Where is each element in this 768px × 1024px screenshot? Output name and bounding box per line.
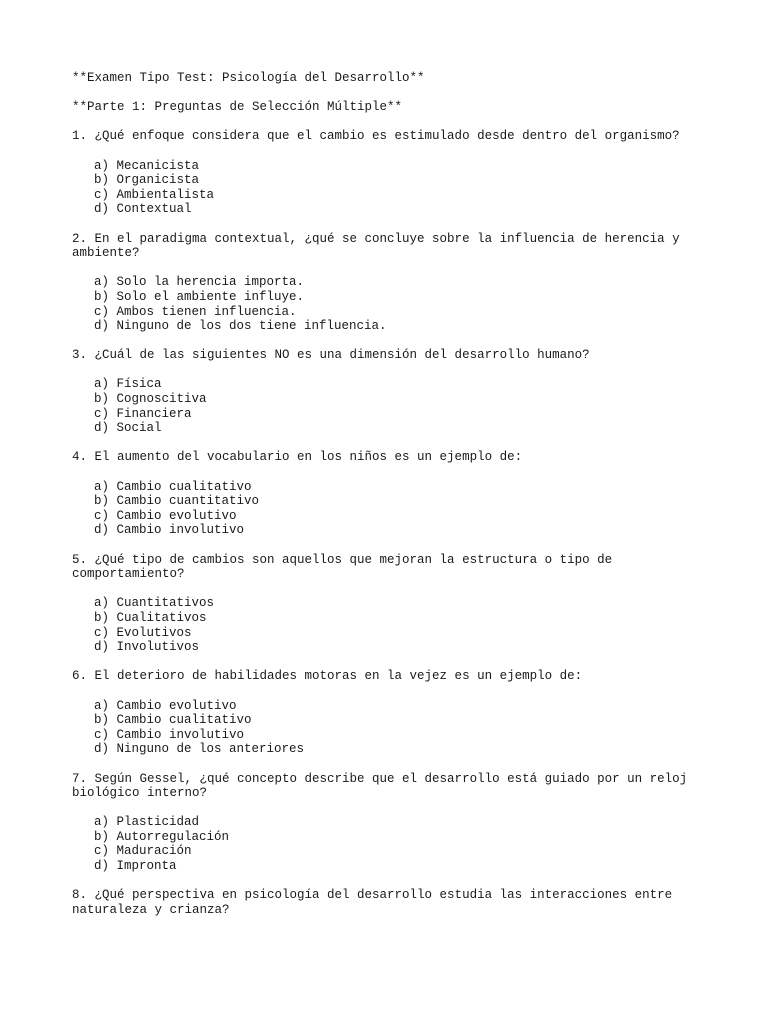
question-text: 3. ¿Cuál de las siguientes NO es una dimensión del desarrollo humano?	[72, 348, 590, 363]
option-c: c) Financiera	[94, 406, 192, 421]
option-d: d) Ninguno de los anteriores	[94, 742, 305, 757]
exam-title: **Examen Tipo Test: Psicología del Desarrollo**	[72, 71, 425, 85]
option-d: d) Impronta	[94, 859, 177, 874]
spacer	[72, 582, 712, 597]
option-b: b) Organicista	[94, 173, 200, 188]
option-a: a) Cambio cualitativo	[94, 479, 252, 494]
question-text: 1. ¿Qué enfoque considera que el cambio es estimulado desde dentro del organismo?	[72, 129, 680, 144]
option-b: b) Cualitativos	[94, 610, 207, 625]
question-6	[72, 669, 712, 771]
question-text: 4. El aumento del vocabulario en los niños es un ejemplo de:	[72, 450, 523, 465]
spacer	[72, 261, 712, 276]
option-list	[72, 275, 712, 333]
spacer	[72, 217, 712, 232]
option-b: b) Autorregulación	[94, 829, 230, 844]
option-list	[72, 699, 712, 757]
spacer	[72, 334, 712, 349]
option-d: d) Contextual	[94, 202, 192, 217]
option-list	[72, 596, 712, 654]
question-3	[72, 348, 712, 450]
spacer	[72, 115, 712, 130]
option-c: c) Ambientalista	[94, 187, 215, 202]
option-a: a) Plasticidad	[94, 815, 200, 830]
question-text: 6. El deterioro de habilidades motoras en la vejez es un ejemplo de:	[72, 669, 583, 684]
spacer	[72, 538, 712, 553]
question-text: 8. ¿Qué perspectiva en psicología del desarrollo estudia las interacciones entre naturaleza y crianza?	[72, 888, 680, 917]
question-5	[72, 553, 712, 670]
question-8	[72, 888, 712, 917]
option-a: a) Mecanicista	[94, 158, 200, 173]
option-c: c) Ambos tienen influencia.	[94, 304, 297, 319]
option-list	[72, 159, 712, 217]
option-d: d) Involutivos	[94, 640, 200, 655]
spacer	[72, 684, 712, 699]
option-b: b) Solo el ambiente influye.	[94, 289, 305, 304]
question-7	[72, 772, 712, 889]
spacer	[72, 363, 712, 378]
option-a: a) Solo la herencia importa.	[94, 275, 305, 290]
option-list	[72, 480, 712, 538]
question-text: 2. En el paradigma contextual, ¿qué se concluye sobre la influencia de herencia y ambiente?	[72, 231, 688, 261]
option-d: d) Cambio involutivo	[94, 523, 245, 538]
spacer	[72, 465, 712, 480]
question-4	[72, 450, 712, 552]
option-a: a) Física	[94, 377, 162, 392]
option-b: b) Cambio cuantitativo	[94, 494, 260, 509]
question-text: 5. ¿Qué tipo de cambios son aquellos que mejoran la estructura o tipo de comportamiento?	[72, 552, 620, 582]
spacer	[72, 144, 712, 159]
document-page	[72, 71, 712, 917]
spacer	[72, 874, 712, 889]
option-list	[72, 377, 712, 435]
spacer	[72, 86, 712, 101]
option-a: a) Cambio evolutivo	[94, 698, 237, 713]
option-d: d) Social	[94, 421, 162, 436]
option-a: a) Cuantitativos	[94, 596, 215, 611]
question-1	[72, 129, 712, 231]
section-heading: **Parte 1: Preguntas de Selección Múltiple**	[72, 100, 403, 115]
option-c: c) Maduración	[94, 844, 192, 859]
option-list	[72, 815, 712, 873]
option-c: c) Cambio involutivo	[94, 727, 245, 742]
option-b: b) Cognoscitiva	[94, 392, 207, 407]
spacer	[72, 436, 712, 451]
option-c: c) Evolutivos	[94, 625, 192, 640]
spacer	[72, 801, 712, 816]
question-text: 7. Según Gessel, ¿qué concepto describe que el desarrollo está guiado por un reloj biológico interno?	[72, 771, 695, 801]
option-c: c) Cambio evolutivo	[94, 508, 237, 523]
question-2	[72, 232, 712, 349]
option-d: d) Ninguno de los dos tiene influencia.	[94, 319, 387, 334]
spacer	[72, 757, 712, 772]
option-b: b) Cambio cualitativo	[94, 713, 252, 728]
spacer	[72, 655, 712, 670]
